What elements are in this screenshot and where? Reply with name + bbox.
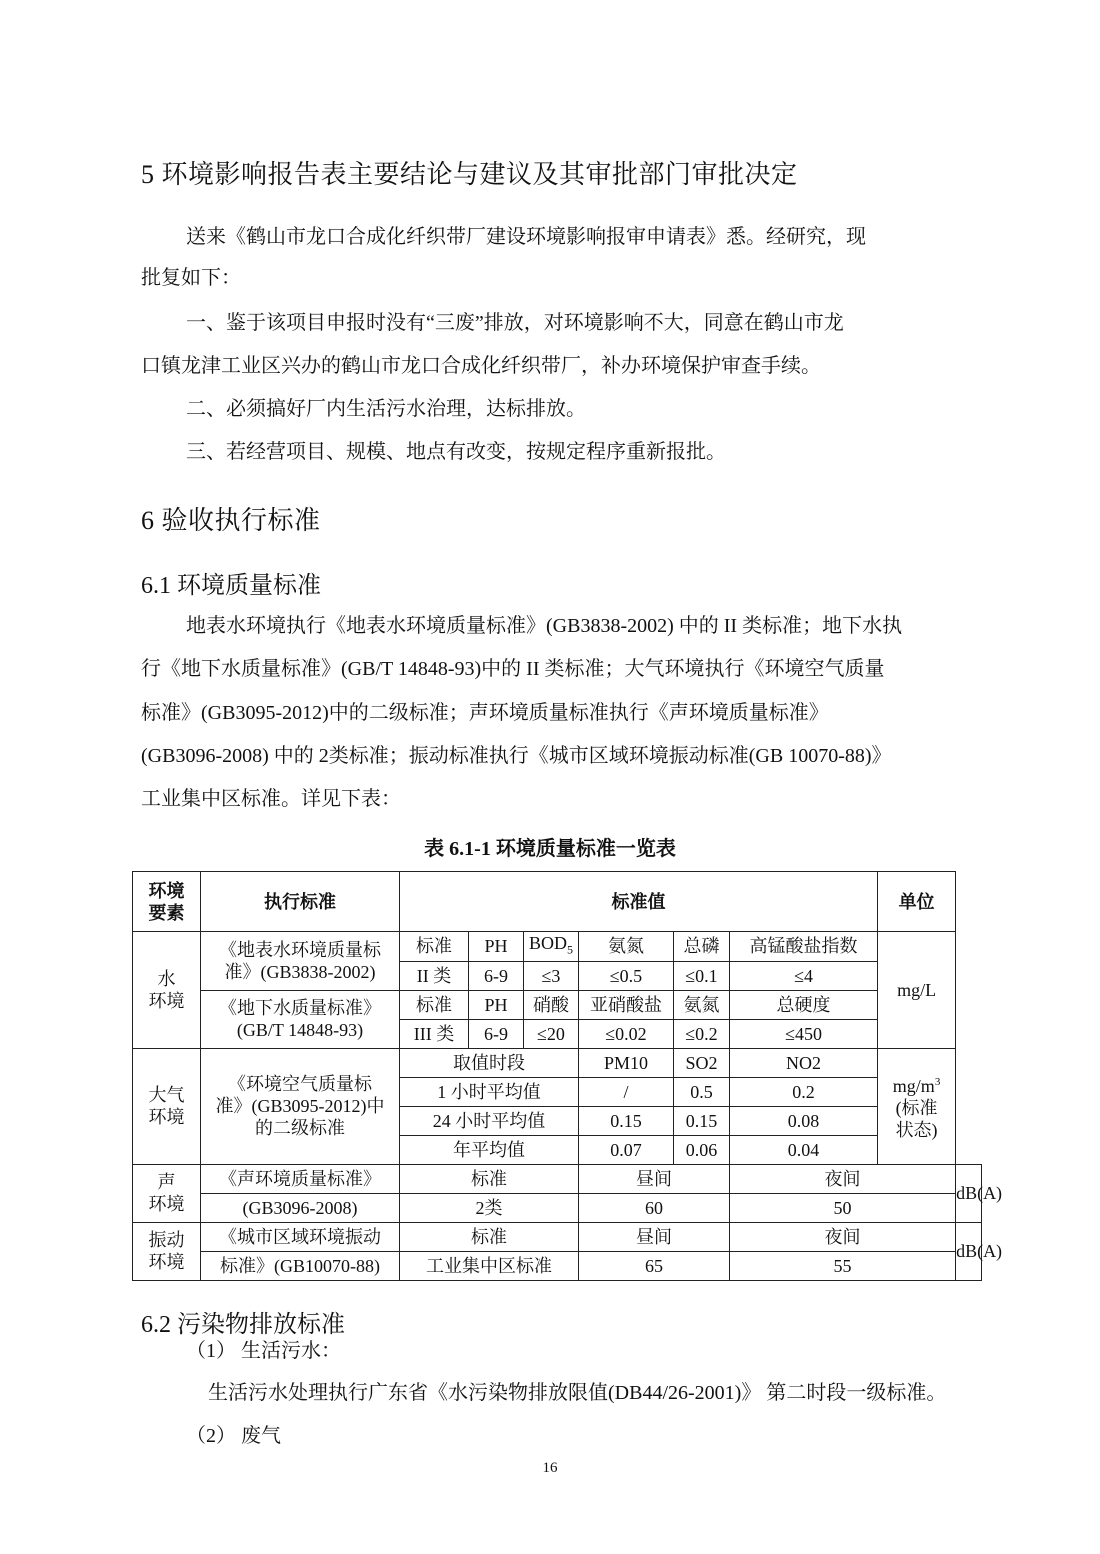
paragraph-line: 标准》(GB3095-2012)中的二级标准；声环境质量标准执行《声环境质量标准》 [141, 702, 829, 724]
element-water: 水 环境 [133, 932, 201, 1049]
table-cell: 60 [579, 1193, 730, 1222]
table-cell: 标准》(GB10070-88) [201, 1251, 400, 1280]
table-cell: 标准 [400, 1164, 579, 1193]
table-row [133, 990, 982, 1019]
table-cell: 夜间 [730, 1222, 956, 1251]
unit-vibration: dB(A) [956, 1222, 982, 1280]
table-cell: ≤0.2 [674, 1019, 730, 1048]
table-cell: 0.06 [674, 1135, 730, 1164]
table-row [133, 932, 982, 962]
paragraph-line: 一、鉴于该项目申报时没有“三废”排放，对环境影响不大，同意在鹤山市龙 [186, 312, 844, 334]
paragraph-line: 二、必须搞好厂内生活污水治理，达标排放。 [186, 398, 586, 420]
table-cell: II 类 [400, 961, 469, 990]
table-row [133, 1048, 982, 1077]
table-row [133, 1251, 982, 1280]
paragraph-line: 三、若经营项目、规模、地点有改变，按规定程序重新报批。 [186, 441, 726, 463]
header-standard: 执行标准 [201, 872, 400, 932]
element-vibration: 振动 环境 [133, 1222, 201, 1280]
table-cell: 0.07 [579, 1135, 674, 1164]
page-number: 16 [542, 1460, 558, 1476]
section-6-2-heading: 6.2 污染物排放标准 [141, 1312, 345, 1338]
table-cell: ≤20 [524, 1019, 579, 1048]
element-air: 大气 环境 [133, 1048, 201, 1164]
table-cell: 亚硝酸盐 [579, 990, 674, 1019]
table-cell: 年平均值 [400, 1135, 579, 1164]
table-cell: 取值时段 [400, 1048, 579, 1077]
table-cell: 总磷 [674, 932, 730, 962]
table-row [133, 1193, 982, 1222]
table-cell: 55 [730, 1251, 956, 1280]
paragraph-line: 口镇龙津工业区兴办的鹤山市龙口合成化纤织带厂，补办环境保护审查手续。 [141, 355, 821, 377]
table-cell: 氨氮 [579, 932, 674, 962]
paragraph-line: 批复如下： [141, 267, 241, 289]
table-cell: 65 [579, 1251, 730, 1280]
table-cell: 硝酸 [524, 990, 579, 1019]
header-value: 标准值 [400, 872, 878, 932]
table-cell: 6-9 [469, 1019, 524, 1048]
table-row [133, 1222, 982, 1251]
list-item: （1） 生活污水： [186, 1340, 341, 1362]
table-cell: PH [469, 932, 524, 962]
paragraph-line: 工业集中区标准。详见下表： [141, 788, 401, 810]
table-header-row [133, 872, 982, 932]
table-cell: ≤0.5 [579, 961, 674, 990]
table-cell: 标准 [400, 990, 469, 1019]
table-cell: 1 小时平均值 [400, 1077, 579, 1106]
table-caption: 表 6.1-1 环境质量标准一览表 [424, 838, 676, 860]
table-cell: 总硬度 [730, 990, 878, 1019]
table-cell: 0.5 [674, 1077, 730, 1106]
table-cell: 0.15 [674, 1106, 730, 1135]
quality-standard-table [132, 871, 1003, 1281]
list-item: （2） 废气 [186, 1425, 281, 1447]
paragraph-line: (GB3096-2008) 中的 2类标准；振动标准执行《城市区域环境振动标准(GB 10070-88)》 [141, 745, 892, 767]
section-6-1-heading: 6.1 环境质量标准 [141, 573, 321, 599]
table-cell: ≤3 [524, 961, 579, 990]
table-cell: ≤450 [730, 1019, 878, 1048]
header-element: 环境 要素 [133, 872, 201, 932]
table-cell: 夜间 [730, 1164, 956, 1193]
standard-surface-water: 《地表水环境质量标 准》(GB3838-2002) [201, 932, 400, 991]
paragraph-line: 送来《鹤山市龙口合成化纤织带厂建设环境影响报审申请表》悉。经研究，现 [186, 226, 866, 248]
table-row [133, 1164, 982, 1193]
table-cell: ≤0.1 [674, 961, 730, 990]
standard-ground-water: 《地下水质量标准》 (GB/T 14848-93) [201, 990, 400, 1048]
paragraph-line: 行《地下水质量标准》(GB/T 14848-93)中的 II 类标准；大气环境执行《环境空气质量 [141, 658, 885, 680]
table-cell: 工业集中区标准 [400, 1251, 579, 1280]
table-cell: SO2 [674, 1048, 730, 1077]
table-cell: ≤4 [730, 961, 878, 990]
paragraph-line: 生活污水处理执行广东省《水污染物排放限值(DB44/26-2001)》 第二时段一级标准。 [208, 1382, 947, 1404]
table-cell: 氨氮 [674, 990, 730, 1019]
table-cell: 《城市区域环境振动 [201, 1222, 400, 1251]
table-cell: NO2 [730, 1048, 878, 1077]
table-cell: 昼间 [579, 1164, 730, 1193]
unit-noise: dB(A) [956, 1164, 982, 1222]
table-cell: 50 [730, 1193, 956, 1222]
table-cell: 0.04 [730, 1135, 878, 1164]
table-cell: $BOD_5$ [524, 932, 579, 962]
unit-air: $mg/m^3$ (标准 状态) [878, 1048, 956, 1164]
table-cell: 0.15 [579, 1106, 674, 1135]
table-cell: 标准 [400, 1222, 579, 1251]
table-cell: / [579, 1077, 674, 1106]
table-cell: (GB3096-2008) [201, 1193, 400, 1222]
table-cell: ≤0.02 [579, 1019, 674, 1048]
table-cell: 6-9 [469, 961, 524, 990]
unit-water: mg/L [878, 932, 956, 1049]
section-6-heading: 6 验收执行标准 [141, 506, 321, 535]
table-cell: 0.2 [730, 1077, 878, 1106]
header-unit: 单位 [878, 872, 956, 932]
table-cell: 《声环境质量标准》 [201, 1164, 400, 1193]
table-cell: 24 小时平均值 [400, 1106, 579, 1135]
table-cell: 高锰酸盐指数 [730, 932, 878, 962]
table-cell: 2类 [400, 1193, 579, 1222]
table-cell: 0.08 [730, 1106, 878, 1135]
standard-air: 《环境空气质量标 准》(GB3095-2012)中 的二级标准 [201, 1048, 400, 1164]
section-5-heading: 5 环境影响报告表主要结论与建议及其审批部门审批决定 [141, 160, 798, 189]
paragraph-line: 地表水环境执行《地表水环境质量标准》(GB3838-2002) 中的 II 类标准；地下水执 [186, 615, 903, 637]
table-cell: III 类 [400, 1019, 469, 1048]
element-noise: 声 环境 [133, 1164, 201, 1222]
table-cell: 昼间 [579, 1222, 730, 1251]
table-cell: 标准 [400, 932, 469, 962]
table-cell: PM10 [579, 1048, 674, 1077]
table-cell: PH [469, 990, 524, 1019]
